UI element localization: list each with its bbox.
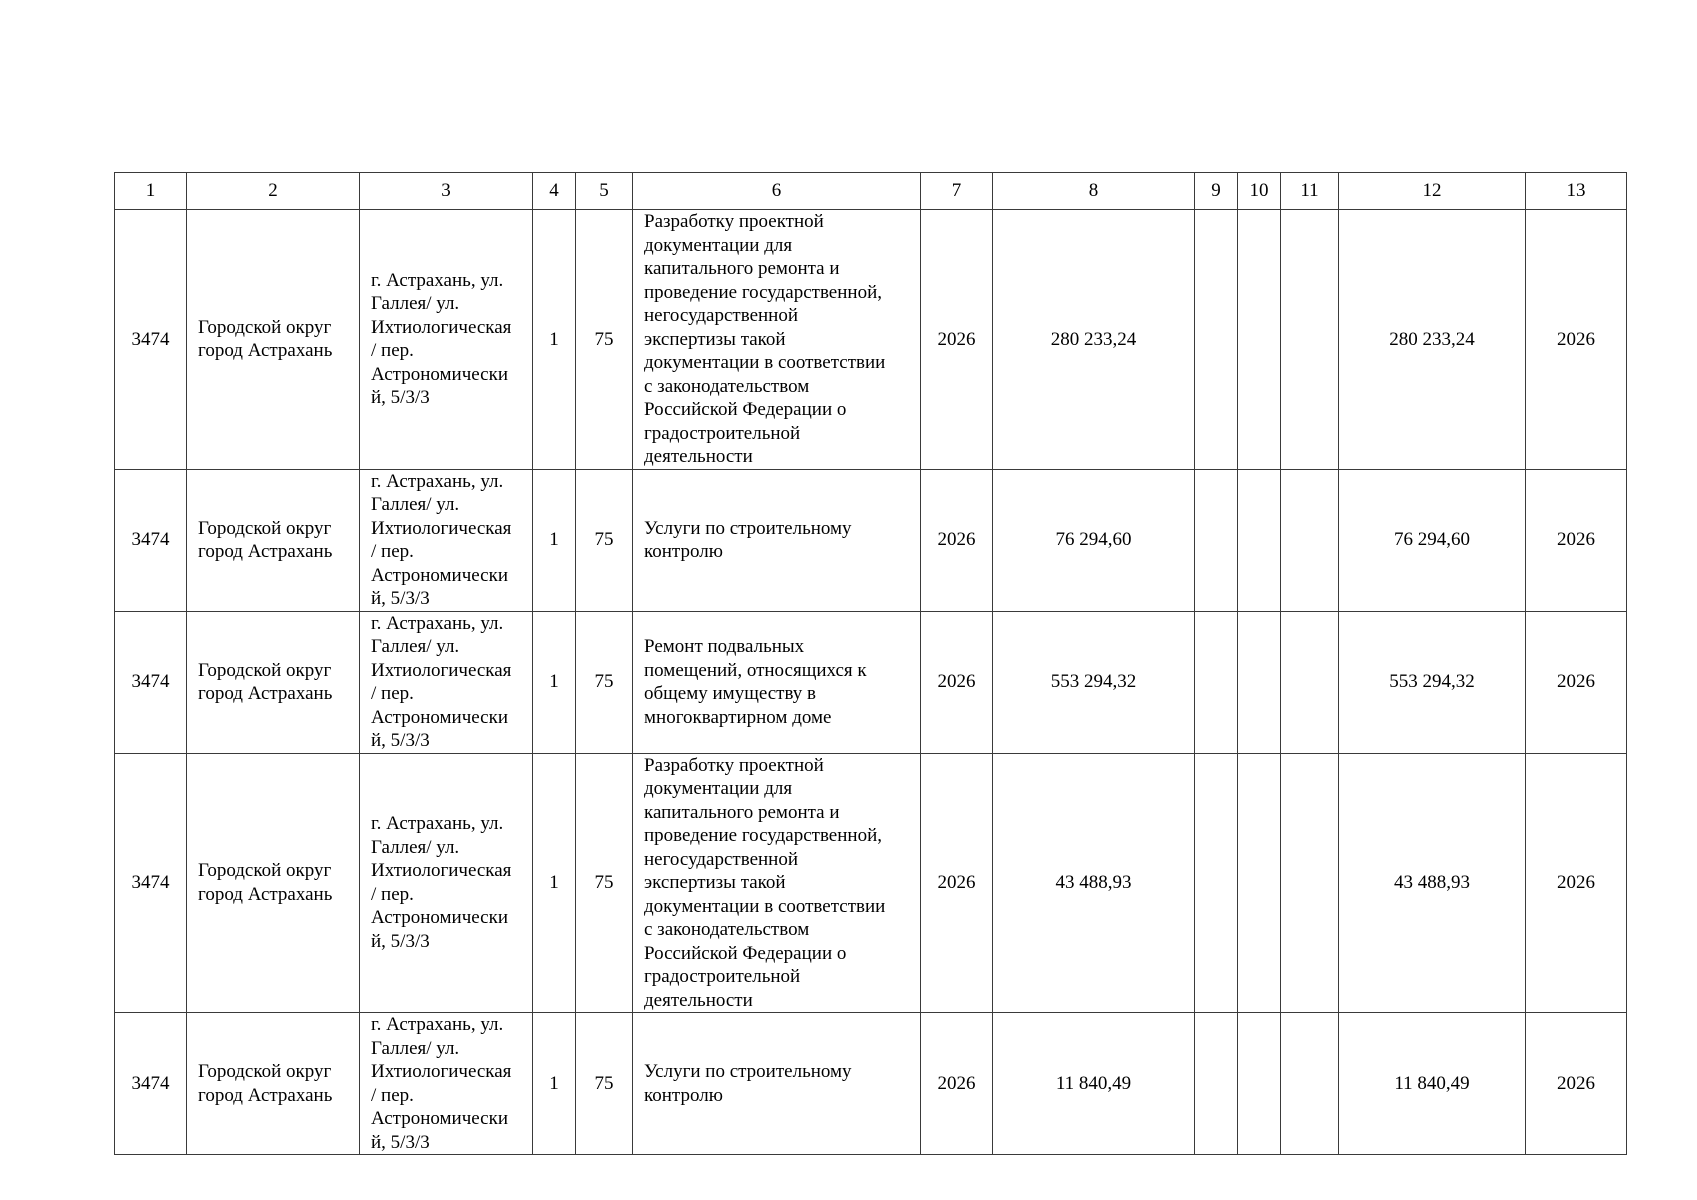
cell-line: контролю — [644, 541, 723, 562]
cell-col11 — [1281, 210, 1339, 470]
cell-line: Городской округ — [198, 860, 332, 882]
cell-line: Ремонт подвальных — [644, 636, 805, 657]
cell-line: Астрономически — [371, 564, 509, 586]
cell-line: Астрономически — [371, 363, 509, 385]
cell-line: й, 5/3/3 — [371, 1131, 430, 1153]
cell-line: г. Астрахань, ул. — [371, 470, 504, 492]
cell-amount: 11 840,49 — [1339, 1013, 1526, 1155]
cell-col5: 75 — [576, 469, 633, 611]
cell-total-amount: 11 840,49 — [993, 1013, 1195, 1155]
cell-line: Российской Федерации о — [644, 942, 847, 964]
cell-municipality — [187, 469, 360, 611]
cell-line: экспертизы такой — [644, 328, 786, 350]
cell-work-description — [633, 469, 921, 611]
cell-line: Астрономически — [371, 706, 509, 728]
cell-line: Ихтиологическая — [371, 517, 512, 539]
cell-line: капитального ремонта и — [644, 801, 840, 823]
cell-line: Городской округ — [198, 659, 332, 681]
cell-work-description — [633, 753, 921, 1013]
cell-line: документации в соответствии — [644, 895, 886, 917]
cell-line: документации в соответствии — [644, 352, 886, 373]
cell-end-year: 2026 — [1526, 210, 1627, 470]
cell-col5: 75 — [576, 611, 633, 753]
cell-line: / пер. — [371, 541, 414, 562]
header-cell: 4 — [533, 173, 576, 210]
cell-code: 3474 — [115, 753, 187, 1013]
cell-amount: 43 488,93 — [1339, 753, 1526, 1013]
cell-line: Разработку проектной — [644, 211, 824, 232]
cell-line: / пер. — [371, 883, 414, 905]
cell-address — [360, 611, 533, 753]
cell-col4: 1 — [533, 469, 576, 611]
cell-line: Российской Федерации о — [644, 399, 847, 420]
cell-line: негосударственной — [644, 305, 799, 326]
cell-year: 2026 — [921, 753, 993, 1013]
cell-col4: 1 — [533, 611, 576, 753]
cell-line: документации для — [644, 234, 793, 256]
cell-year: 2026 — [921, 210, 993, 470]
cell-line: экспертизы такой — [644, 872, 786, 893]
cell-line: градостроительной — [644, 422, 801, 444]
cell-code: 3474 — [115, 1013, 187, 1155]
cell-amount: 553 294,32 — [1339, 611, 1526, 753]
cell-total-amount: 280 233,24 — [993, 210, 1195, 470]
cell-amount: 280 233,24 — [1339, 210, 1526, 470]
cell-line: город Астрахань — [198, 541, 333, 562]
cell-line: й, 5/3/3 — [371, 387, 430, 409]
cell-address — [360, 753, 533, 1013]
cell-line: деятельности — [644, 446, 753, 467]
cell-year: 2026 — [921, 1013, 993, 1155]
cell-municipality — [187, 753, 360, 1013]
header-cell: 8 — [993, 173, 1195, 210]
cell-col9 — [1195, 469, 1238, 611]
cell-line: Ихтиологическая — [371, 1061, 512, 1082]
cell-end-year: 2026 — [1526, 469, 1627, 611]
header-cell: 12 — [1339, 173, 1526, 210]
cell-work-description — [633, 210, 921, 470]
cell-col5: 75 — [576, 1013, 633, 1155]
cell-line: Городской округ — [198, 316, 332, 338]
table-header-row — [115, 173, 1627, 210]
cell-col10 — [1238, 469, 1281, 611]
cell-col10 — [1238, 210, 1281, 470]
cell-line: Галлея/ ул. — [371, 494, 460, 515]
cell-work-description — [633, 611, 921, 753]
cell-col11 — [1281, 1013, 1339, 1155]
cell-end-year: 2026 — [1526, 611, 1627, 753]
cell-line: деятельности — [644, 989, 753, 1011]
cell-line: Астрономически — [371, 907, 509, 929]
cell-amount: 76 294,60 — [1339, 469, 1526, 611]
table-row — [115, 469, 1627, 611]
cell-line: / пер. — [371, 683, 414, 704]
cell-line: Галлея/ ул. — [371, 836, 460, 858]
cell-col9 — [1195, 1013, 1238, 1155]
header-cell: 9 — [1195, 173, 1238, 210]
cell-municipality — [187, 611, 360, 753]
cell-col10 — [1238, 611, 1281, 753]
cell-col10 — [1238, 753, 1281, 1013]
cell-line: город Астрахань — [198, 883, 333, 905]
cell-line: город Астрахань — [198, 683, 333, 704]
cell-line: / пер. — [371, 340, 414, 362]
cell-total-amount: 43 488,93 — [993, 753, 1195, 1013]
table-row — [115, 753, 1627, 1013]
cell-address — [360, 469, 533, 611]
cell-line: Астрономически — [371, 1108, 509, 1129]
cell-col4: 1 — [533, 1013, 576, 1155]
cell-line: город Астрахань — [198, 340, 333, 362]
cell-col4: 1 — [533, 210, 576, 470]
cell-col5: 75 — [576, 753, 633, 1013]
cell-line: негосударственной — [644, 848, 799, 870]
header-cell: 10 — [1238, 173, 1281, 210]
cell-col9 — [1195, 210, 1238, 470]
cell-line: й, 5/3/3 — [371, 588, 430, 609]
table-row — [115, 611, 1627, 753]
cell-line: с законодательством — [644, 919, 810, 940]
cell-total-amount: 553 294,32 — [993, 611, 1195, 753]
cell-line: документации для — [644, 778, 793, 799]
data-table — [114, 172, 1627, 1155]
cell-line: Городской округ — [198, 1061, 332, 1082]
cell-code: 3474 — [115, 611, 187, 753]
cell-code: 3474 — [115, 210, 187, 470]
cell-line: с законодательством — [644, 375, 810, 397]
header-cell: 7 — [921, 173, 993, 210]
table-row — [115, 210, 1627, 470]
cell-municipality — [187, 210, 360, 470]
cell-col9 — [1195, 753, 1238, 1013]
header-cell: 2 — [187, 173, 360, 210]
cell-col11 — [1281, 753, 1339, 1013]
cell-line: Ихтиологическая — [371, 860, 512, 882]
cell-line: капитального ремонта и — [644, 258, 840, 279]
cell-code: 3474 — [115, 469, 187, 611]
cell-line: г. Астрахань, ул. — [371, 612, 504, 634]
cell-line: проведение государственной, — [644, 281, 882, 303]
cell-municipality — [187, 1013, 360, 1155]
cell-col9 — [1195, 611, 1238, 753]
cell-year: 2026 — [921, 469, 993, 611]
table-row — [115, 1013, 1627, 1155]
cell-col11 — [1281, 611, 1339, 753]
cell-line: г. Астрахань, ул. — [371, 1014, 504, 1035]
header-cell: 6 — [633, 173, 921, 210]
cell-line: г. Астрахань, ул. — [371, 269, 504, 291]
cell-line: многоквартирном доме — [644, 706, 832, 728]
cell-col4: 1 — [533, 753, 576, 1013]
cell-line: г. Астрахань, ул. — [371, 813, 504, 835]
cell-year: 2026 — [921, 611, 993, 753]
cell-line: / пер. — [371, 1084, 414, 1106]
cell-line: Разработку проектной — [644, 754, 824, 776]
cell-line: проведение государственной, — [644, 825, 882, 846]
cell-line: й, 5/3/3 — [371, 930, 430, 952]
header-cell: 1 — [115, 173, 187, 210]
cell-line: Услуги по строительному — [644, 517, 852, 539]
cell-line: общему имуществу в — [644, 683, 817, 704]
cell-col11 — [1281, 469, 1339, 611]
cell-total-amount: 76 294,60 — [993, 469, 1195, 611]
cell-line: Галлея/ ул. — [371, 1037, 460, 1059]
cell-col5: 75 — [576, 210, 633, 470]
cell-line: город Астрахань — [198, 1084, 333, 1106]
cell-line: помещений, относящихся к — [644, 659, 867, 681]
cell-line: Городской округ — [198, 517, 332, 539]
cell-col10 — [1238, 1013, 1281, 1155]
cell-line: Услуги по строительному — [644, 1061, 852, 1082]
header-cell: 13 — [1526, 173, 1627, 210]
cell-end-year: 2026 — [1526, 1013, 1627, 1155]
cell-line: контролю — [644, 1084, 723, 1106]
header-cell: 5 — [576, 173, 633, 210]
cell-end-year: 2026 — [1526, 753, 1627, 1013]
cell-line: Галлея/ ул. — [371, 636, 460, 657]
header-cell: 11 — [1281, 173, 1339, 210]
cell-work-description — [633, 1013, 921, 1155]
cell-line: й, 5/3/3 — [371, 730, 430, 751]
cell-address — [360, 1013, 533, 1155]
cell-line: Ихтиологическая — [371, 316, 512, 338]
cell-line: Галлея/ ул. — [371, 293, 460, 315]
header-cell: 3 — [360, 173, 533, 210]
cell-line: Ихтиологическая — [371, 659, 512, 681]
cell-address — [360, 210, 533, 470]
cell-line: градостроительной — [644, 966, 801, 987]
